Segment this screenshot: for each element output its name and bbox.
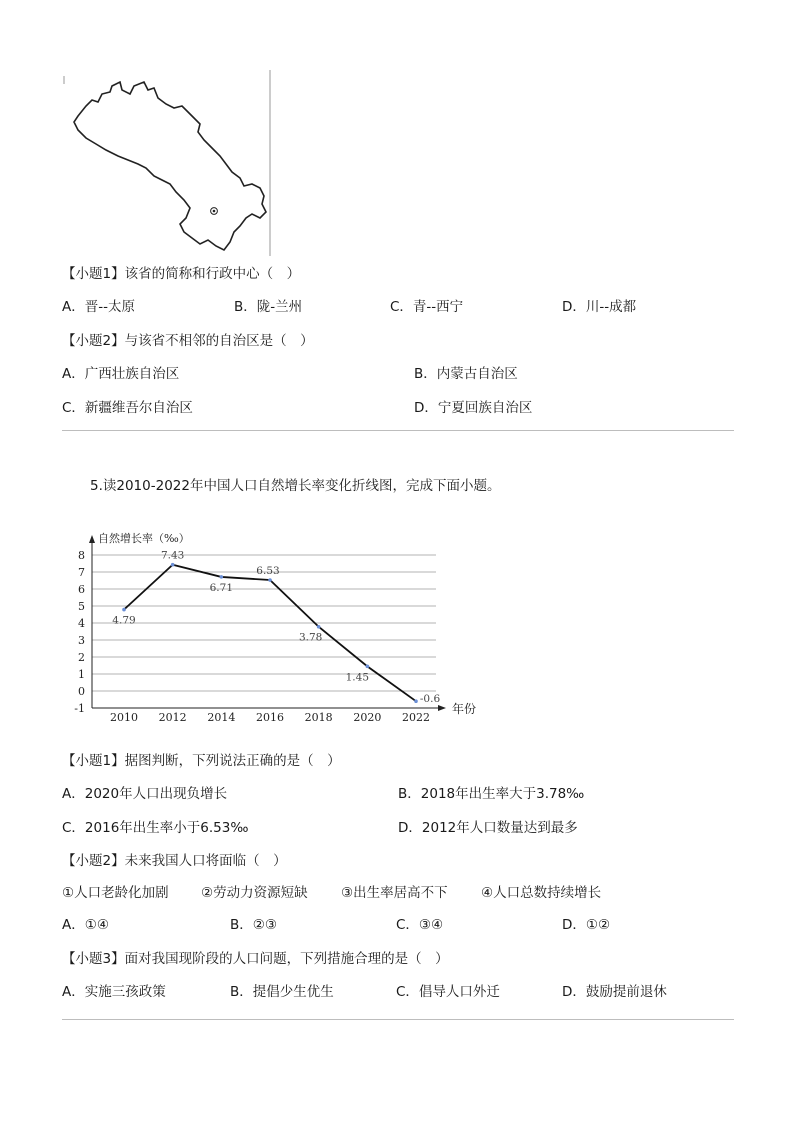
data-label-6: -0.6 [419, 693, 441, 706]
s2-q2-option-d[interactable]: D．①② [562, 917, 611, 933]
data-point-6 [414, 699, 418, 703]
s2-q3-option-c[interactable]: C．倡导人口外迁 [396, 984, 500, 1000]
population-growth-chart [62, 528, 477, 728]
y-tick-label-6: 5 [78, 600, 85, 613]
s2-q1-stem: 【小题1】据图判断，下列说法正确的是（ ） [62, 753, 341, 769]
s2-q2-statement-1: ①人口老龄化加剧 [62, 885, 169, 901]
x-tick-label-1: 2012 [158, 711, 187, 724]
y-tick-label-9: 8 [78, 549, 85, 562]
province-map [62, 68, 274, 258]
x-tick-label-0: 2010 [110, 711, 138, 724]
x-tick-label-4: 2018 [304, 711, 333, 724]
s2-q2-stem: 【小题2】未来我国人口将面临（ ） [62, 853, 287, 869]
x-axis-title: 年份 [452, 702, 477, 716]
s2-q1-option-b[interactable]: B．2018年出生率大于3.78‰ [398, 786, 585, 802]
y-tick-label-4: 3 [78, 634, 85, 647]
divider-1 [62, 430, 734, 431]
s1-q1-stem: 【小题1】该省的简称和行政中心（ ） [62, 266, 301, 282]
s2-q2-option-b[interactable]: B．②③ [230, 917, 277, 933]
x-tick-label-6: 2022 [402, 711, 430, 724]
s2-q3-stem: 【小题3】面对我国现阶段的人口问题，下列措施合理的是（ ） [62, 951, 449, 967]
s2-q1-option-d[interactable]: D．2012年人口数量达到最多 [398, 820, 578, 836]
s1-q1-option-a[interactable]: A．晋--太原 [62, 299, 135, 315]
series-line [124, 565, 416, 702]
s2-intro: 5.读2010-2022年中国人口自然增长率变化折线图，完成下面小题。 [90, 478, 501, 494]
y-tick-label-5: 4 [78, 617, 85, 630]
s1-q2-option-a[interactable]: A．广西壮族自治区 [62, 366, 180, 382]
divider-2 [62, 1019, 734, 1020]
y-tick-label-0: -1 [74, 702, 85, 715]
s1-q2-stem: 【小题2】与该省不相邻的自治区是（ ） [62, 333, 314, 349]
province-outline [74, 82, 266, 250]
s1-q1-option-d[interactable]: D．川--成都 [562, 299, 637, 315]
x-tick-label-5: 2020 [353, 711, 382, 724]
s1-q2-option-c[interactable]: C．新疆维吾尔自治区 [62, 400, 193, 416]
x-tick-label-3: 2016 [256, 711, 284, 724]
s2-q3-option-d[interactable]: D．鼓励提前退休 [562, 984, 667, 1000]
y-axis-title: 自然增长率（‰） [98, 532, 190, 545]
y-axis-arrow-icon [89, 535, 95, 543]
data-point-5 [366, 665, 370, 669]
data-point-4 [317, 625, 321, 629]
capital-marker-dot [213, 210, 216, 213]
data-label-4: 3.78 [298, 631, 323, 644]
data-label-1: 7.43 [160, 549, 185, 562]
data-label-0: 4.79 [112, 614, 136, 627]
data-point-0 [122, 608, 126, 612]
s2-q1-option-a[interactable]: A．2020年人口出现负增长 [62, 786, 228, 802]
data-point-1 [171, 563, 175, 567]
s2-q2-statement-4: ④人口总数持续增长 [481, 885, 602, 901]
data-label-3: 6.53 [256, 564, 280, 577]
data-label-2: 6.71 [209, 581, 234, 594]
s2-q1-option-c[interactable]: C．2016年出生率小于6.53‰ [62, 820, 249, 836]
data-point-2 [220, 575, 224, 579]
s2-q3-option-b[interactable]: B．提倡少生优生 [230, 984, 334, 1000]
s2-q3-option-a[interactable]: A．实施三孩政策 [62, 984, 166, 1000]
x-axis-arrow-icon [438, 705, 446, 711]
x-tick-label-2: 2014 [207, 711, 236, 724]
s2-q2-statement-2: ②劳动力资源短缺 [201, 885, 308, 901]
data-point-3 [268, 578, 272, 582]
s1-q2-option-b[interactable]: B．内蒙古自治区 [414, 366, 518, 382]
s1-q2-option-d[interactable]: D．宁夏回族自治区 [414, 400, 533, 416]
y-tick-label-7: 6 [78, 583, 85, 596]
s2-q2-option-c[interactable]: C．③④ [396, 917, 444, 933]
data-label-5: 1.45 [345, 671, 370, 684]
y-tick-label-1: 0 [78, 685, 85, 698]
s2-q2-statement-3: ③出生率居高不下 [341, 885, 448, 901]
y-tick-label-3: 2 [78, 651, 85, 664]
s1-q1-option-c[interactable]: C．青--西宁 [390, 299, 464, 315]
s1-q1-option-b[interactable]: B．陇-兰州 [234, 299, 303, 315]
y-tick-label-2: 1 [78, 668, 85, 681]
s2-q2-option-a[interactable]: A．①④ [62, 917, 109, 933]
y-tick-label-8: 7 [78, 566, 85, 579]
